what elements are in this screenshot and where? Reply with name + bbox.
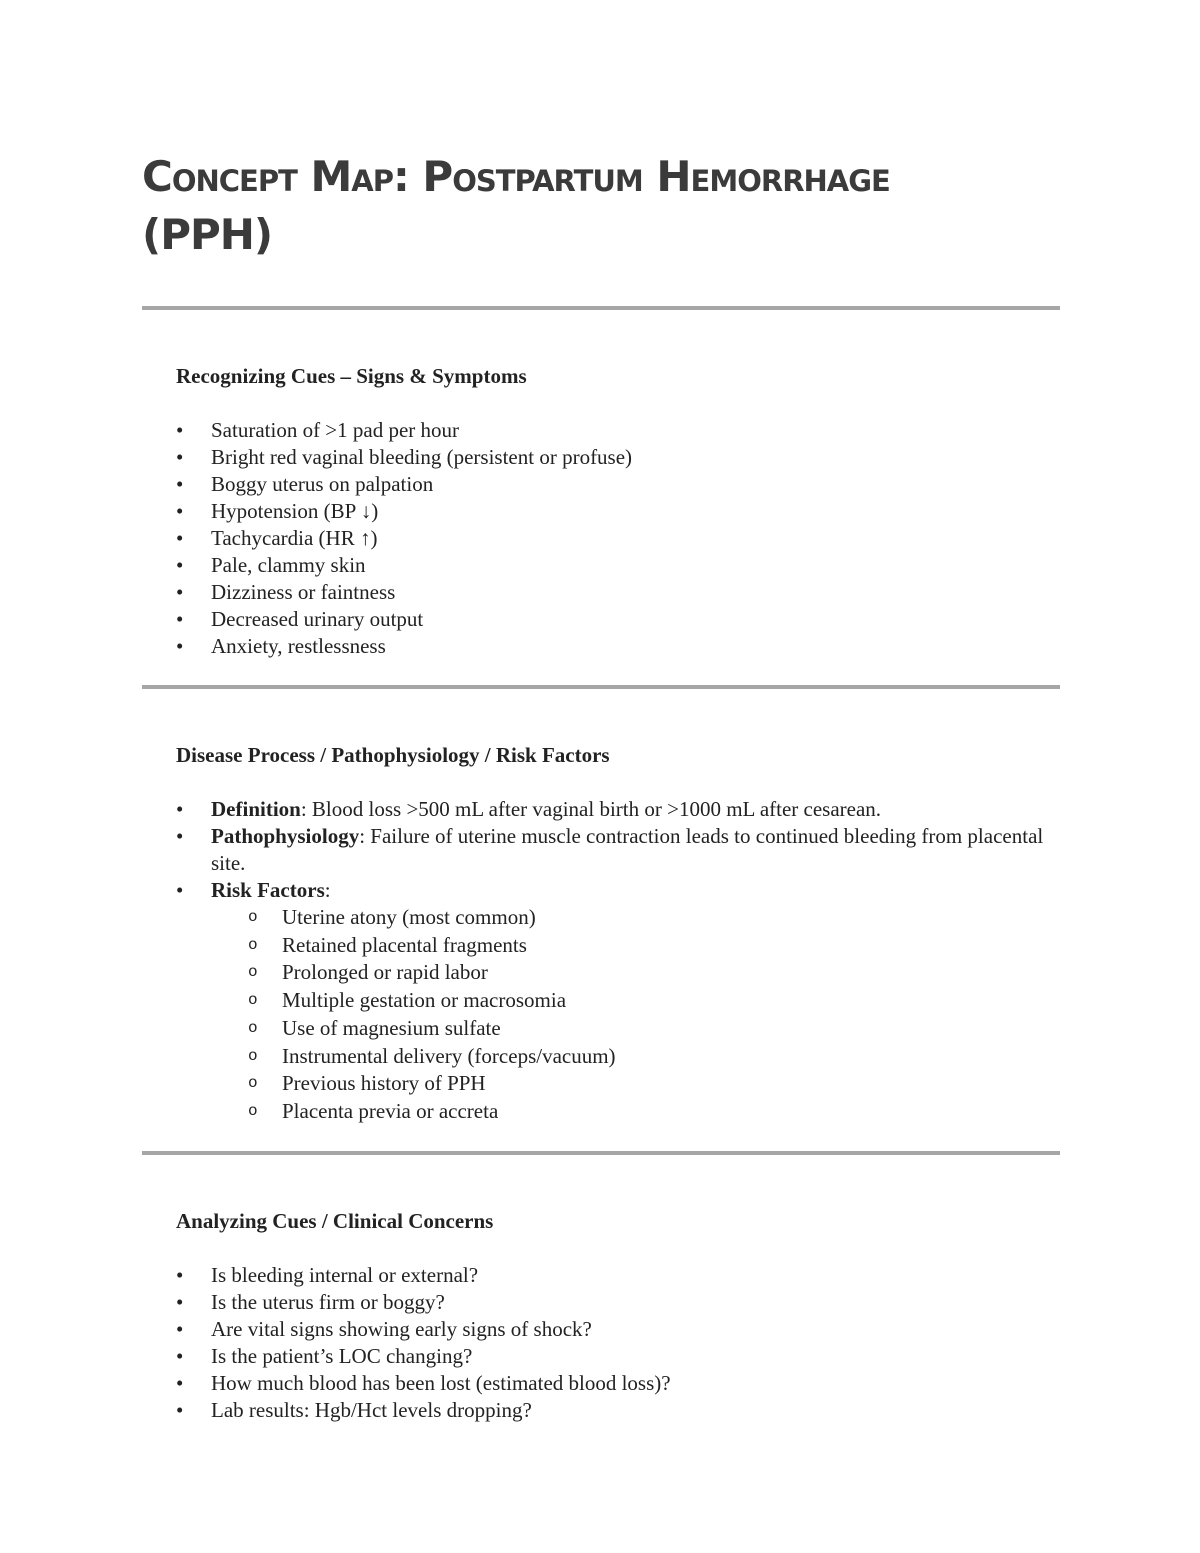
sub-list-item: o Uterine atony (most common)	[211, 904, 1060, 932]
section-heading: Recognizing Cues – Signs & Symptoms	[176, 364, 527, 388]
sub-list-item: o Previous history of PPH	[211, 1070, 1060, 1098]
list-item: • Decreased urinary output	[176, 606, 1060, 633]
document-title: Concept Map: Postpartum Hemorrhage (PPH)	[142, 152, 890, 259]
risk-factors-term: Risk Factors	[211, 878, 325, 902]
list-item-pathophysiology	[176, 823, 1060, 877]
risk-factors-colon: :	[324, 878, 331, 902]
list-item: • Is the uterus firm or boggy?	[176, 1289, 1060, 1316]
pathophysiology-text: : Failure of uterine muscle contraction leads to continued bleeding from placental site.	[211, 824, 1044, 875]
list-item: • Pale, clammy skin	[176, 552, 1060, 579]
list-item: • Is the patient’s LOC changing?	[176, 1343, 1060, 1370]
section-recognizing-cues	[142, 310, 1060, 685]
list-item: • Is bleeding internal or external?	[176, 1262, 1060, 1289]
section-disease-process	[142, 689, 1060, 1151]
list-item: • Hypotension (BP ↓)	[176, 498, 1060, 525]
definition-term: Definition	[211, 797, 301, 821]
risk-factors-list	[211, 904, 1060, 1126]
list-item: • How much blood has been lost (estimated blood loss)?	[176, 1370, 1060, 1397]
section-analyzing-cues	[142, 1155, 1060, 1424]
sub-list-item: o Retained placental fragments	[211, 932, 1060, 960]
list-item: • Lab results: Hgb/Hct levels dropping?	[176, 1397, 1060, 1424]
list-item-definition	[176, 796, 1060, 823]
sub-list-item: o Multiple gestation or macrosomia	[211, 987, 1060, 1015]
list-item-risk-factors	[176, 877, 1060, 1126]
sub-list-item: o Prolonged or rapid labor	[211, 959, 1060, 987]
signs-symptoms-list	[176, 417, 1060, 660]
sub-list-item: o Placenta previa or accreta	[211, 1098, 1060, 1126]
list-item: • Anxiety, restlessness	[176, 633, 1060, 660]
section-heading: Analyzing Cues / Clinical Concerns	[176, 1208, 494, 1233]
document-page	[142, 148, 1060, 1424]
disease-process-list	[176, 796, 1060, 1126]
list-item: • Bright red vaginal bleeding (persistent or profuse)	[176, 444, 1060, 471]
sub-list-item: o Use of magnesium sulfate	[211, 1015, 1060, 1043]
clinical-concerns-list	[176, 1262, 1060, 1424]
list-item: • Are vital signs showing early signs of shock?	[176, 1316, 1060, 1343]
sub-list-item: o Instrumental delivery (forceps/vacuum)	[211, 1043, 1060, 1071]
list-item: • Dizziness or faintness	[176, 579, 1060, 606]
list-item: • Saturation of >1 pad per hour	[176, 417, 1060, 444]
list-item: • Boggy uterus on palpation	[176, 471, 1060, 498]
list-item: • Tachycardia (HR ↑)	[176, 525, 1060, 552]
definition-text: : Blood loss >500 mL after vaginal birth or >1000 mL after cesarean.	[300, 797, 882, 821]
pathophysiology-term: Pathophysiology	[211, 824, 360, 848]
section-heading: Disease Process / Pathophysiology / Risk Factors	[176, 743, 610, 767]
